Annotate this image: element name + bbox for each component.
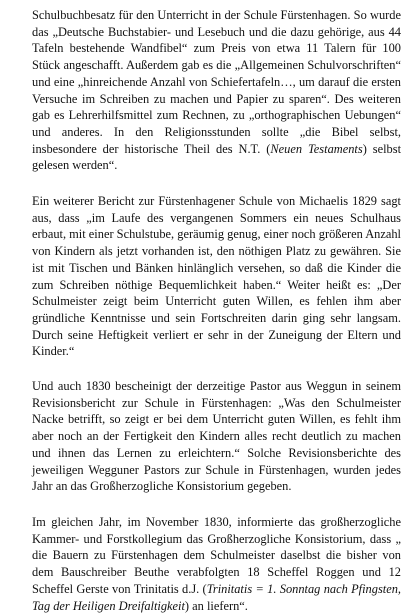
paragraph-1-italic: Neuen Testaments [270,141,363,156]
paragraph-3-text: Und auch 1830 bescheinigt der derzeitige Pastor aus Weggun in seinem Revisionsbericht zur Schule in Fürstenhagen: „Was den Schulmeister Nacke betrifft, so zeigt er bei dem Unterricht guten Willen, es fehlt ihm aber noch an der Fertigkeit den Kindern alles recht deutlich zu machen und ihnen das Lernen zu erleichtern.“ Solche Revisionsberichte des jeweiligen Wegguner Pastors zur Schule in Fürstenhagen, wurden jedes Jahr an das Großherzogliche Konsistorium gegeben. [32,379,401,494]
paragraph-4 [32,514,401,614]
paragraph-1 [32,7,401,174]
paragraph-2-text: Ein weiterer Bericht zur Fürstenhagener Schule von Michaelis 1829 sagt aus, dass „im Laufe des vergangenen Sommers ein neues Schulhaus erbaut, mit einer Schulstube, geräumig genug, einer noch größeren Anzahl von Kindern als jetzt vorhanden ist, den nöthigen Platz zu gewähren. Sie ist mit Tischen und Bänken hinlänglich versehen, so daß die Kinder die zum Schreiben nöthige Bequemlichkeit haben.“ Weiter heißt es: „Der Schulmeister zeigt beim Unterricht guten Willen, es fehlen ihm aber gründliche Kenntnisse und sein Fortschreiten darin ging sehr langsam. Durch seine Heftigkeit verliert er sehr in der Zuneigung der Eltern und Kinder.“ [32,194,401,359]
paragraph-spacer [32,495,401,514]
paragraph-spacer [32,360,401,378]
paragraph-4-text-b: ) an liefern“. [184,598,248,613]
paragraph-1-text-b: ) selbst gelesen werden“. [32,141,402,173]
paragraph-3 [32,378,401,495]
paragraph-4-text-a: Im gleichen Jahr, im November 1830, informierte das großherzogliche Kammer- und Forstkollegium das Großherzogliche Konsistorium, dass „ die Bauern zu Fürstenhagen dem Schulmeister daselbst die bisher von dem Bauschreiber Beuthe verabfolgten 18 Scheffel Roggen und 12 Scheffel Gerste von Trinitatis d.J. ( [32,514,401,596]
paragraph-spacer [32,174,401,193]
paragraph-4-italic: Trinitatis = 1. Sonntag nach Pfingsten, Tag der Heiligen Dreifaltigkeit [32,581,401,613]
paragraph-2 [32,193,401,360]
paragraph-1-text-a: Schulbuchbesatz für den Unterricht in der Schule Fürstenhagen. So wurde das „Deutsche Buchstabier- und Lesebuch und die dazu gehörige, aus 44 Tafeln bestehende Wandfibel“ zum Preis von etwa 11 Talern für 100 Stück angeschafft. Außerdem gab es die „Allgemeinen Schulvorschriften“ und eine „hinreichende Anzahl von Schiefertafeln…, um darauf die ersten Versuche im Schreiben zu machen und Papier zu sparen“. Des weiteren gab es Lehrerhilfsmittel zum Rechnen, zu „orthographischen Uebungen“ und anderes. In den Religionsstunden sollte „die Bibel selbst, insbesondere der historische Theil des N.T. ( [32,8,401,156]
